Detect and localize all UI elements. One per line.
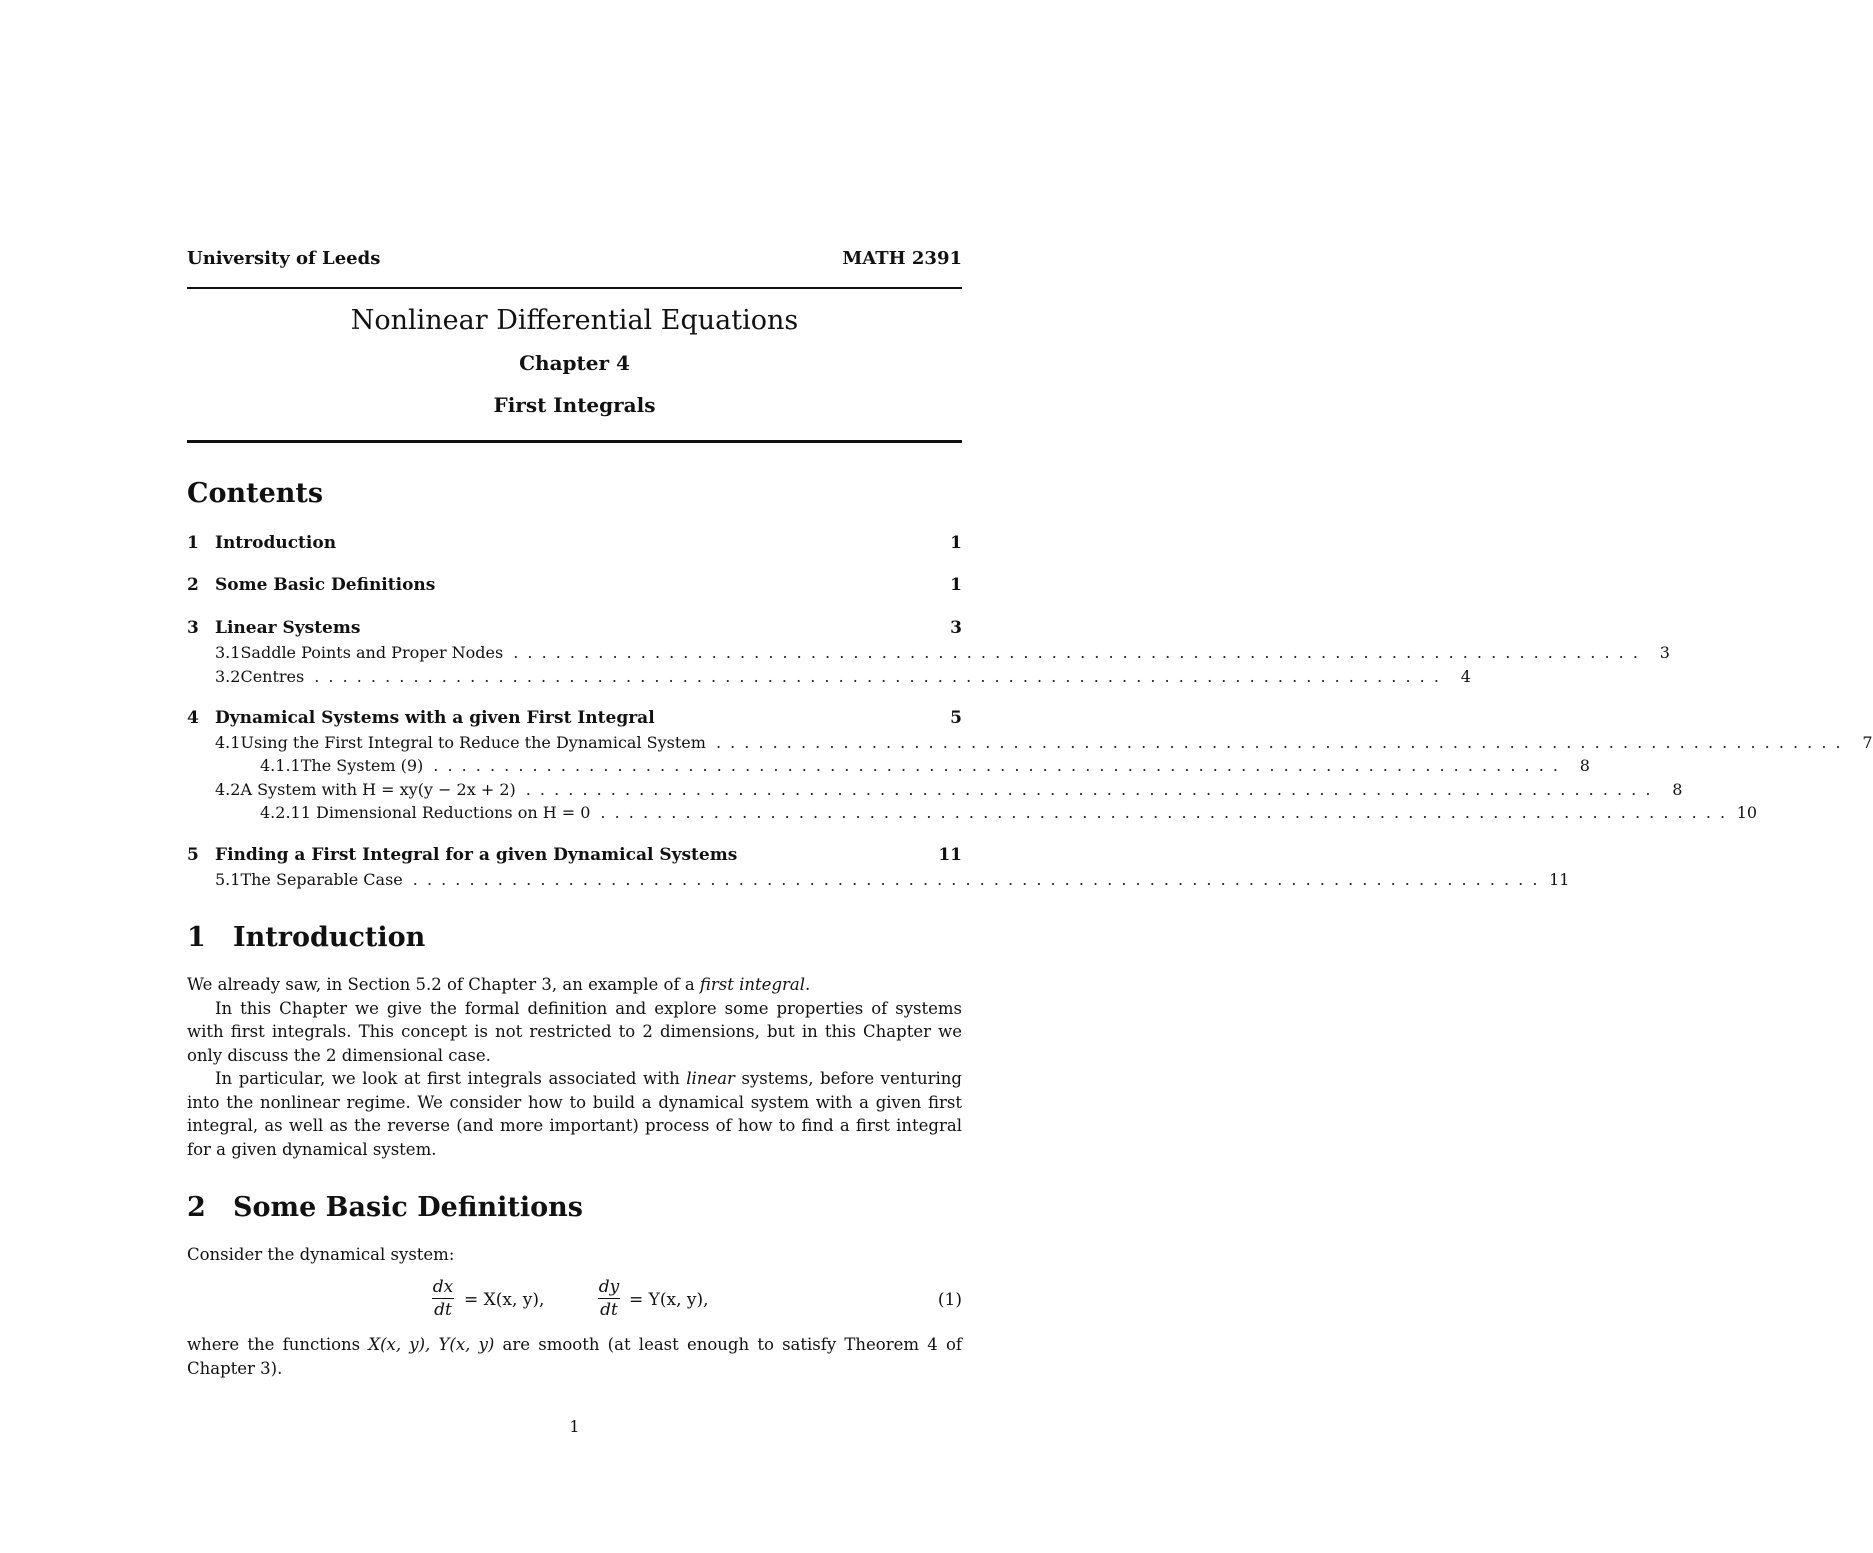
toc-entry-title: Centres [240,666,305,686]
introduction-body [187,973,962,1161]
section-title: Some Basic Definitions [233,1192,583,1223]
toc-entry-number: 1 [187,533,199,553]
chapter-label: Chapter 4 [519,351,630,375]
section-number: 1 [187,922,206,953]
chapter-subtitle: First Integrals [493,393,656,417]
toc-entry-title: The Separable Case [240,869,403,889]
toc-entry-page: 5 [950,708,962,728]
paragraph: In this Chapter we give the formal definition and explore some properties of systems with first integrals. This concept is not restricted to 2 dimensions, but in this Chapter we only discuss the 2 dimensional case. [187,998,962,1065]
toc-entry-number: 5.1 [215,869,241,889]
toc-entry-number: 4.1.1 [260,755,301,775]
toc-entry-page: 1 [950,575,962,595]
toc-leader-dots: . . . . . . . . . . . . . . . . . . . . . . . . . . . . . . . . . . . . . . . . . . . . . . . . . . . . . . . . . . . . . . . . . . . . . . . . . . . . . . . . [715,732,1843,752]
fraction-dx-dt: dx dt [432,1277,454,1320]
course-code: MATH 2391 [842,247,962,269]
paragraph: We already saw, in Section 5.2 of Chapter 3, an example of a first integral. [187,975,811,994]
toc-entry-title: A System with H = xy(y − 2x + 2) [240,779,516,799]
toc-entry-number: 4.1 [215,732,241,752]
toc-entry-title: Linear Systems [215,618,361,638]
toc-entry[interactable] [187,706,962,730]
toc-entry-title: Finding a First Integral for a given Dynamical Systems [215,845,738,865]
equation-number: (1) [937,1290,962,1310]
toc-entry[interactable] [187,753,1590,777]
contents-heading: Contents [187,478,324,509]
page-number: 1 [569,1417,580,1436]
section-title: Introduction [233,922,426,953]
toc-entry-title: The System (9) [300,755,424,775]
section-heading-introduction [187,922,425,953]
toc-leader-dots: . . . . . . . . . . . . . . . . . . . . . . . . . . . . . . . . . . . . . . . . . . . . . . . . . . . . . . . . . . . . . . . . . . . . . . . . . . . . . . . . [412,869,1540,889]
toc-entry-title: Introduction [215,533,337,553]
toc-entry[interactable] [187,531,962,555]
paragraph: Consider the dynamical system: [187,1245,455,1264]
toc-entry-title: 1 Dimensional Reductions on H = 0 [300,802,591,822]
toc-entry-number: 5 [187,845,199,865]
toc-entry-page: 11 [1549,869,1570,889]
toc-entry-title: Using the First Integral to Reduce the Dynamical System [240,732,706,752]
toc-entry-page: 3 [950,618,962,638]
equation-rhs-y: = Y(x, y), [629,1290,709,1310]
toc-entry[interactable] [187,777,1683,801]
toc-leader-dots: . . . . . . . . . . . . . . . . . . . . . . . . . . . . . . . . . . . . . . . . . . . . . . . . . . . . . . . . . . . . . . . . . . . . . . . . . . . . . . . . [525,779,1653,799]
toc-entry[interactable] [187,730,1873,754]
document-page [187,0,1873,1553]
toc-entry-title: Saddle Points and Proper Nodes [240,642,504,662]
emphasis: first integral [699,975,806,994]
equation-rhs-x: = X(x, y), [464,1290,545,1310]
toc-entry-page: 10 [1736,802,1758,822]
toc-entry[interactable] [187,616,962,640]
toc-entry-page: 7 [1862,732,1873,752]
toc-entry[interactable] [187,664,1471,688]
document-title: Nonlinear Differential Equations [350,305,799,336]
toc-entry-title: Dynamical Systems with a given First Integral [215,708,655,728]
fraction-dy-dt: dy dt [598,1277,620,1320]
running-header [187,246,962,270]
toc-entry-page: 4 [1460,666,1471,686]
title-rule [187,440,962,443]
toc-entry-number: 3.1 [215,642,241,662]
toc-entry[interactable] [187,640,1670,664]
paragraph: where the functions X(x, y), Y(x, y) are smooth (at least enough to satisfy Theorem 4 of Chapter 3). [187,1335,962,1378]
toc-entry-number: 3 [187,618,199,638]
section-heading-basic-definitions [187,1192,583,1223]
toc-entry-page: 8 [1579,755,1590,775]
toc-entry[interactable] [187,800,1758,824]
toc-entry-page: 1 [950,533,962,553]
toc-entry-number: 3.2 [215,666,241,686]
toc-entry[interactable] [187,867,1570,891]
section-number: 2 [187,1192,206,1223]
toc-leader-dots: . . . . . . . . . . . . . . . . . . . . . . . . . . . . . . . . . . . . . . . . . . . . . . . . . . . . . . . . . . . . . . . . . . . . . . . . . . . . . . . . [513,642,1640,662]
paragraph: In particular, we look at first integrals associated with linear systems, before venturing into the nonlinear regime. We consider how to build a dynamical system with a given first integral, as well as the reverse (and more important) process of how to find a first integral for a given dynamical system. [187,1069,962,1159]
toc-leader-dots: . . . . . . . . . . . . . . . . . . . . . . . . . . . . . . . . . . . . . . . . . . . . . . . . . . . . . . . . . . . . . . . . . . . . . . . . . . . . . . . . [600,802,1728,822]
toc-entry-number: 4.2.1 [260,802,301,822]
toc-entry-number: 2 [187,575,199,595]
toc-leader-dots: . . . . . . . . . . . . . . . . . . . . . . . . . . . . . . . . . . . . . . . . . . . . . . . . . . . . . . . . . . . . . . . . . . . . . . . . . . . . . . . . [314,666,1441,686]
toc-entry-page: 3 [1659,642,1670,662]
toc-entry-page: 11 [938,845,962,865]
toc-entry-page: 8 [1672,779,1683,799]
institution-label: University of Leeds [187,247,381,269]
header-rule [187,287,962,289]
toc-entry-number: 4.2 [215,779,241,799]
emphasis: linear [686,1069,735,1088]
toc-leader-dots: . . . . . . . . . . . . . . . . . . . . . . . . . . . . . . . . . . . . . . . . . . . . . . . . . . . . . . . . . . . . . . . . . . . . . . . . . . . . . . . . [433,755,1560,775]
toc-entry[interactable] [187,573,962,597]
toc-entry-number: 4 [187,708,199,728]
toc-entry[interactable] [187,843,962,867]
math-inline: X(x, y), Y(x, y) [368,1335,495,1354]
toc-entry-title: Some Basic Definitions [215,575,436,595]
equation-1 [187,1276,962,1328]
